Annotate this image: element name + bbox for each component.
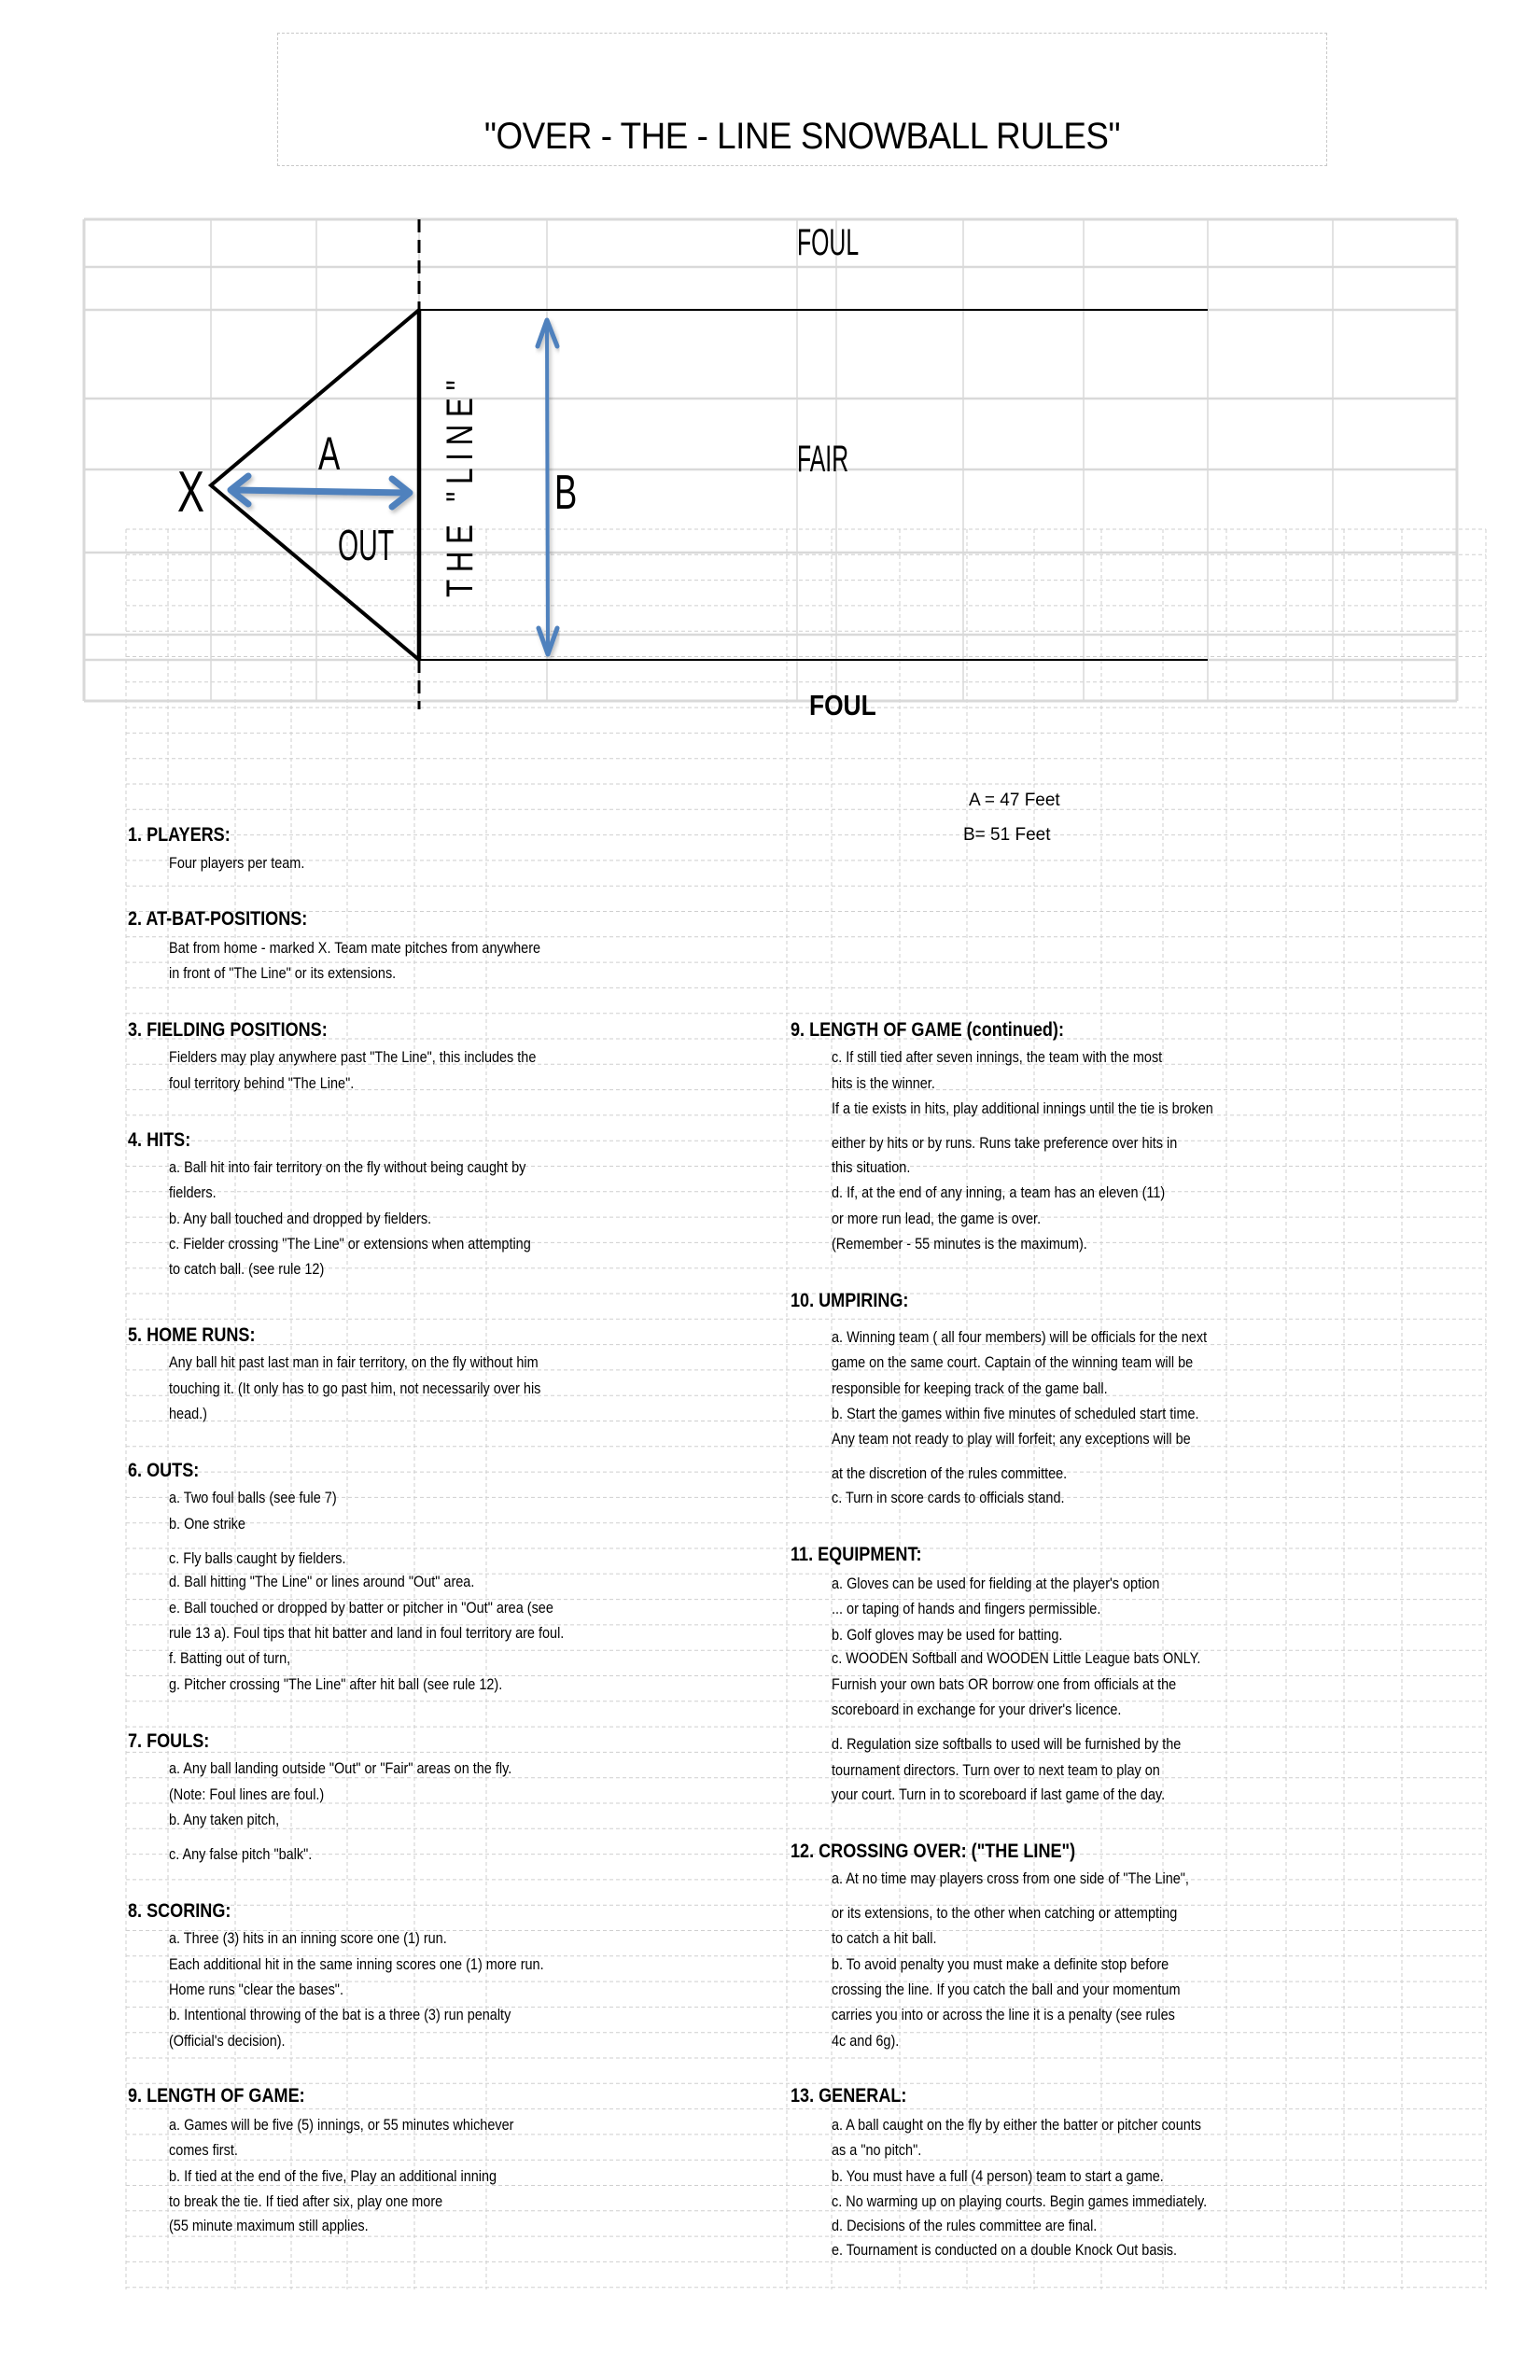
rule-text-line: c. If still tied after seven innings, the team with the most: [832, 1048, 1163, 1066]
rule-text-line: a. Winning team ( all four members) will be officials for the next: [832, 1328, 1208, 1346]
rule-text-line: Four players per team.: [169, 854, 305, 872]
rule-text-line: to break the tie. If tied after six, play one more: [169, 2192, 443, 2210]
rule-text-line: ... or taping of hands and fingers permissible.: [832, 1600, 1101, 1617]
rule-text-line: foul territory behind "The Line".: [169, 1074, 355, 1092]
measurement-a: A = 47 Feet: [969, 791, 1060, 810]
rule-text-line: b. To avoid penalty you must make a definite stop before: [832, 1955, 1169, 1973]
rule-text-line: Fielders may play anywhere past "The Line", this includes the: [169, 1048, 537, 1066]
rule-text-line: c. No warming up on playing courts. Begin games immediately.: [832, 2192, 1208, 2210]
rule-text-line: b. If tied at the end of the five, Play an additional inning: [169, 2167, 497, 2185]
rule-text-line: at the discretion of the rules committee.: [832, 1464, 1068, 1482]
rule-heading: 5. HOME RUNS:: [128, 1324, 256, 1346]
rule-text-line: crossing the line. If you catch the ball and your momentum: [832, 1981, 1181, 1998]
out-area-label: OUT: [337, 522, 395, 570]
rule-text-line: b. Golf gloves may be used for batting.: [832, 1626, 1063, 1644]
rule-text-line: b. Intentional throwing of the bat is a three (3) run penalty: [169, 2006, 511, 2023]
rule-heading: 9. LENGTH OF GAME:: [128, 2085, 305, 2107]
rule-text-line: a. Games will be five (5) innings, or 55 minutes whichever: [169, 2116, 514, 2134]
rule-text-line: c. Any false pitch "balk".: [169, 1845, 313, 1863]
rule-heading: 1. PLAYERS:: [128, 824, 231, 846]
rule-heading: 8. SCORING:: [128, 1900, 231, 1922]
b-label: B: [553, 464, 578, 520]
the-line-label: THE "LINE": [439, 372, 481, 597]
rule-text-line: responsible for keeping track of the game ball.: [832, 1379, 1108, 1397]
rule-text-line: (Remember - 55 minutes is the maximum).: [832, 1235, 1087, 1253]
rule-text-line: touching it. (It only has to go past him, not necessarily over his: [169, 1379, 541, 1397]
rule-text-line: a. Three (3) hits in an inning score one (1) run.: [169, 1929, 447, 1947]
rule-text-line: rule 13 a). Foul tips that hit batter and land in foul territory are foul.: [169, 1624, 565, 1642]
diagram-gridlines: [84, 219, 1457, 701]
rule-text-line: or more run lead, the game is over.: [832, 1210, 1042, 1227]
rule-heading: 13. GENERAL:: [791, 2085, 907, 2107]
page-title: "OVER - THE - LINE SNOWBALL RULES": [483, 116, 1121, 157]
rule-heading: 4. HITS:: [128, 1129, 191, 1151]
rule-text-line: (55 minute maximum still applies.: [169, 2217, 369, 2234]
a-dimension-arrow: [231, 476, 410, 507]
rule-heading: 10. UMPIRING:: [791, 1290, 909, 1311]
rule-text-line: Any team not ready to play will forfeit; any exceptions will be: [832, 1430, 1191, 1448]
rule-text-line: carries you into or across the line it is a penalty (see rules: [832, 2006, 1175, 2023]
rule-text-line: in front of "The Line" or its extensions.: [169, 964, 397, 982]
rule-text-line: a. At no time may players cross from one side of "The Line",: [832, 1869, 1189, 1887]
rule-text-line: c. Turn in score cards to officials stand.: [832, 1489, 1065, 1506]
home-plate-label: X: [177, 460, 204, 525]
rule-text-line: g. Pitcher crossing "The Line" after hit ball (see rule 12).: [169, 1675, 503, 1693]
rule-text-line: to catch ball. (see rule 12): [169, 1260, 325, 1278]
foul-territory-top-label: FOUL: [797, 222, 860, 264]
rule-text-line: b. One strike: [169, 1515, 245, 1533]
rule-text-line: b. Any taken pitch,: [169, 1811, 280, 1828]
rule-heading: 11. EQUIPMENT:: [791, 1544, 922, 1565]
rule-text-line: a. Gloves can be used for fielding at the player's option: [832, 1575, 1160, 1592]
rule-text-line: Furnish your own bats OR borrow one from officials at the: [832, 1675, 1177, 1693]
rule-text-line: Each additional hit in the same inning scores one (1) more run.: [169, 1955, 544, 1973]
rule-text-line: b. Start the games within five minutes of scheduled start time.: [832, 1405, 1199, 1422]
a-label: A: [318, 427, 341, 481]
rule-heading: 9. LENGTH OF GAME (continued):: [791, 1019, 1064, 1041]
rule-text-line: d. If, at the end of any inning, a team has an eleven (11): [832, 1183, 1166, 1201]
rule-text-line: a. Two foul balls (see fule 7): [169, 1489, 337, 1506]
rule-text-line: comes first.: [169, 2141, 238, 2159]
rule-text-line: b. Any ball touched and dropped by fielders.: [169, 1210, 432, 1227]
rule-text-line: d. Regulation size softballs to used will be furnished by the: [832, 1735, 1182, 1753]
rule-text-line: d. Ball hitting "The Line" or lines around "Out" area.: [169, 1573, 475, 1590]
fair-territory-label: FAIR: [797, 439, 849, 481]
rule-text-line: (Note: Foul lines are foul.): [169, 1785, 325, 1803]
rule-text-line: fielders.: [169, 1183, 217, 1201]
rule-heading: 6. OUTS:: [128, 1460, 200, 1481]
rule-text-line: either by hits or by runs. Runs take preference over hits in: [832, 1134, 1178, 1152]
rule-text-line: tournament directors. Turn over to next team to play on: [832, 1761, 1160, 1779]
rule-heading: 2. AT-BAT-POSITIONS:: [128, 908, 308, 930]
rule-text-line: head.): [169, 1405, 207, 1422]
rule-text-line: to catch a hit ball.: [832, 1929, 937, 1947]
rule-text-line: a. Ball hit into fair territory on the fly without being caught by: [169, 1158, 526, 1176]
rule-text-line: a. A ball caught on the fly by either the batter or pitcher counts: [832, 2116, 1202, 2134]
rule-text-line: Any ball hit past last man in fair territory, on the fly without him: [169, 1353, 539, 1371]
rule-heading: 12. CROSSING OVER: ("THE LINE"): [791, 1841, 1076, 1862]
rule-text-line: as a "no pitch".: [832, 2141, 922, 2159]
rule-text-line: Bat from home - marked X. Team mate pitches from anywhere: [169, 939, 541, 957]
rule-text-line: e. Tournament is conducted on a double Knock Out basis.: [832, 2241, 1178, 2259]
rule-text-line: scoreboard in exchange for your driver's licence.: [832, 1701, 1122, 1718]
rule-text-line: game on the same court. Captain of the winning team will be: [832, 1353, 1194, 1371]
rule-text-line: e. Ball touched or dropped by batter or pitcher in "Out" area (see: [169, 1599, 553, 1617]
rule-text-line: If a tie exists in hits, play additional innings until the tie is broken: [832, 1099, 1213, 1117]
rule-heading: 7. FOULS:: [128, 1730, 210, 1752]
rule-text-line: c. Fielder crossing "The Line" or extensions when attempting: [169, 1235, 531, 1253]
rule-text-line: c. WOODEN Softball and WOODEN Little League bats ONLY.: [832, 1649, 1201, 1667]
rule-text-line: c. Fly balls caught by fielders.: [169, 1549, 346, 1567]
rule-text-line: d. Decisions of the rules committee are final.: [832, 2217, 1098, 2234]
rule-text-line: this situation.: [832, 1158, 911, 1176]
rule-text-line: f. Batting out of turn,: [169, 1649, 291, 1667]
rule-text-line: hits is the winner.: [832, 1074, 935, 1092]
rule-text-line: (Official's decision).: [169, 2032, 286, 2050]
foul-territory-bottom-label: FOUL: [809, 690, 876, 722]
rule-text-line: a. Any ball landing outside "Out" or "Fair" areas on the fly.: [169, 1759, 512, 1777]
rule-text-line: Home runs "clear the bases".: [169, 1981, 343, 1998]
rule-text-line: or its extensions, to the other when catching or attempting: [832, 1904, 1178, 1922]
rule-text-line: your court. Turn in to scoreboard if last game of the day.: [832, 1785, 1166, 1803]
rule-text-line: 4c and 6g).: [832, 2032, 900, 2050]
rule-text-line: b. You must have a full (4 person) team to start a game.: [832, 2167, 1164, 2185]
rule-heading: 3. FIELDING POSITIONS:: [128, 1019, 328, 1041]
measurement-b: B= 51 Feet: [963, 825, 1051, 845]
